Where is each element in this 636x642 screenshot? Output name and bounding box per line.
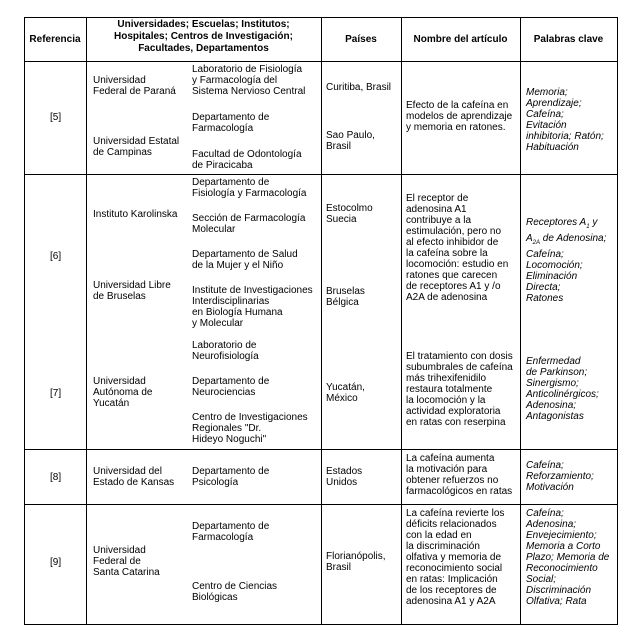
article-title: La cafeína aumenta la motivación para obtener refuerzos no farmacológicos en ratas: [406, 453, 513, 497]
department: Facultad de Odontología de Piracicaba: [192, 149, 302, 171]
row-ref: [8]: [50, 472, 62, 483]
table-border-left: [24, 17, 25, 625]
country: Curitiba, Brasil: [326, 82, 392, 93]
keywords: Cafeína; Adenosina; Envejecimiento; Memoria a Corto Plazo; Memoria de Reconocimiento Social; Discriminación Olfativa; Rata: [526, 508, 610, 607]
university: Universidad Autónoma de Yucatán: [93, 376, 153, 409]
table-border-right: [617, 17, 618, 625]
header-nombre: Nombre del artículo: [413, 34, 508, 45]
university: Universidad Estatal de Campinas: [93, 136, 180, 158]
row-ref: [5]: [50, 112, 62, 123]
university: Universidad Federal de Paraná: [93, 75, 176, 97]
row-ref: [9]: [50, 557, 62, 568]
department: Institute de Investigaciones Interdisciplinarias en Biología Humana y Molecular: [192, 285, 313, 329]
column-divider: [401, 17, 402, 625]
keywords: Cafeína; Reforzamiento; Motivación: [526, 460, 594, 493]
country: Estados Unidos: [326, 466, 363, 488]
department: Departamento de Fisiología y Farmacología: [192, 177, 307, 199]
department: Departamento de Farmacología: [192, 112, 270, 134]
department: Sección de Farmacología Molecular: [192, 213, 306, 235]
article-title: Efecto de la cafeína en modelos de aprendizaje y memoria en ratones.: [406, 100, 513, 133]
header-paises: Países: [345, 34, 377, 45]
department: Departamento de Neurociencias: [192, 376, 270, 398]
header-palabras: Palabras clave: [533, 34, 604, 45]
department: Laboratorio de Neurofisiología: [192, 340, 259, 362]
keywords: Receptores $A_1$ y $A_{2A}$ de Adenosina; Cafeína; Locomoción; Eliminación Directa; Ratones: [526, 217, 607, 304]
header-referencia: Referencia: [29, 34, 81, 45]
country: Florianópolis, Brasil: [326, 551, 386, 573]
university: Universidad Federal de Santa Catarina: [93, 545, 160, 578]
department: Laboratorio de Fisiología y Farmacología del Sistema Nervioso Central: [192, 64, 306, 97]
article-title: El tratamiento con dosis subumbrales de cafeína más trihexifenidilo restaura totalmente la locomoción y la actividad exploratoria en ratas con reserpina: [406, 351, 513, 428]
article-title: El receptor de adenosina A1 contribuye a la estimulación, pero no al efecto inhibidor de la cafeína sobre la locomoción: estudio en ratones que carecen de receptores A1 y /o A2A de adenosina: [406, 193, 509, 303]
column-divider: [321, 17, 322, 625]
row-ref: [7]: [50, 388, 62, 399]
keywords: Enfermedad de Parkinson; Sinergismo; Anticolinérgicos; Adenosina; Antagonistas: [526, 356, 599, 422]
department: Departamento de Farmacología: [192, 521, 270, 543]
article-title: La cafeína revierte los déficits relacionados con la edad en la discriminación olfativa y memoria de reconocimiento social en ratas: Implicación de los receptores de adenosina A1 y A2A: [406, 508, 505, 607]
department: Centro de Investigaciones Regionales "Dr. Hideyo Noguchi": [192, 412, 308, 445]
row-ref: [6]: [50, 251, 62, 262]
university: Universidad del Estado de Kansas: [93, 466, 175, 488]
country: Estocolmo Suecia: [326, 203, 373, 225]
header-instituciones: Universidades; Escuelas; Institutos; Hospitales; Centros de Investigación; Facultades, Departamentos: [114, 19, 293, 54]
country: Yucatán, México: [326, 382, 365, 404]
department: Centro de Ciencias Biológicas: [192, 581, 278, 603]
department: Departamento de Salud de la Mujer y el Niño: [192, 249, 298, 271]
department: Departamento de Psicología: [192, 466, 270, 488]
column-divider: [520, 17, 521, 625]
country: Sao Paulo, Brasil: [326, 130, 375, 152]
country: Bruselas Bélgica: [326, 286, 365, 308]
keywords: Memoria; Aprendizaje; Cafeína; Evitación inhibitoria; Ratón; Habituación: [526, 87, 604, 153]
university: Instituto Karolinska: [93, 209, 178, 220]
column-divider: [86, 17, 87, 625]
university: Universidad Libre de Bruselas: [93, 280, 171, 302]
